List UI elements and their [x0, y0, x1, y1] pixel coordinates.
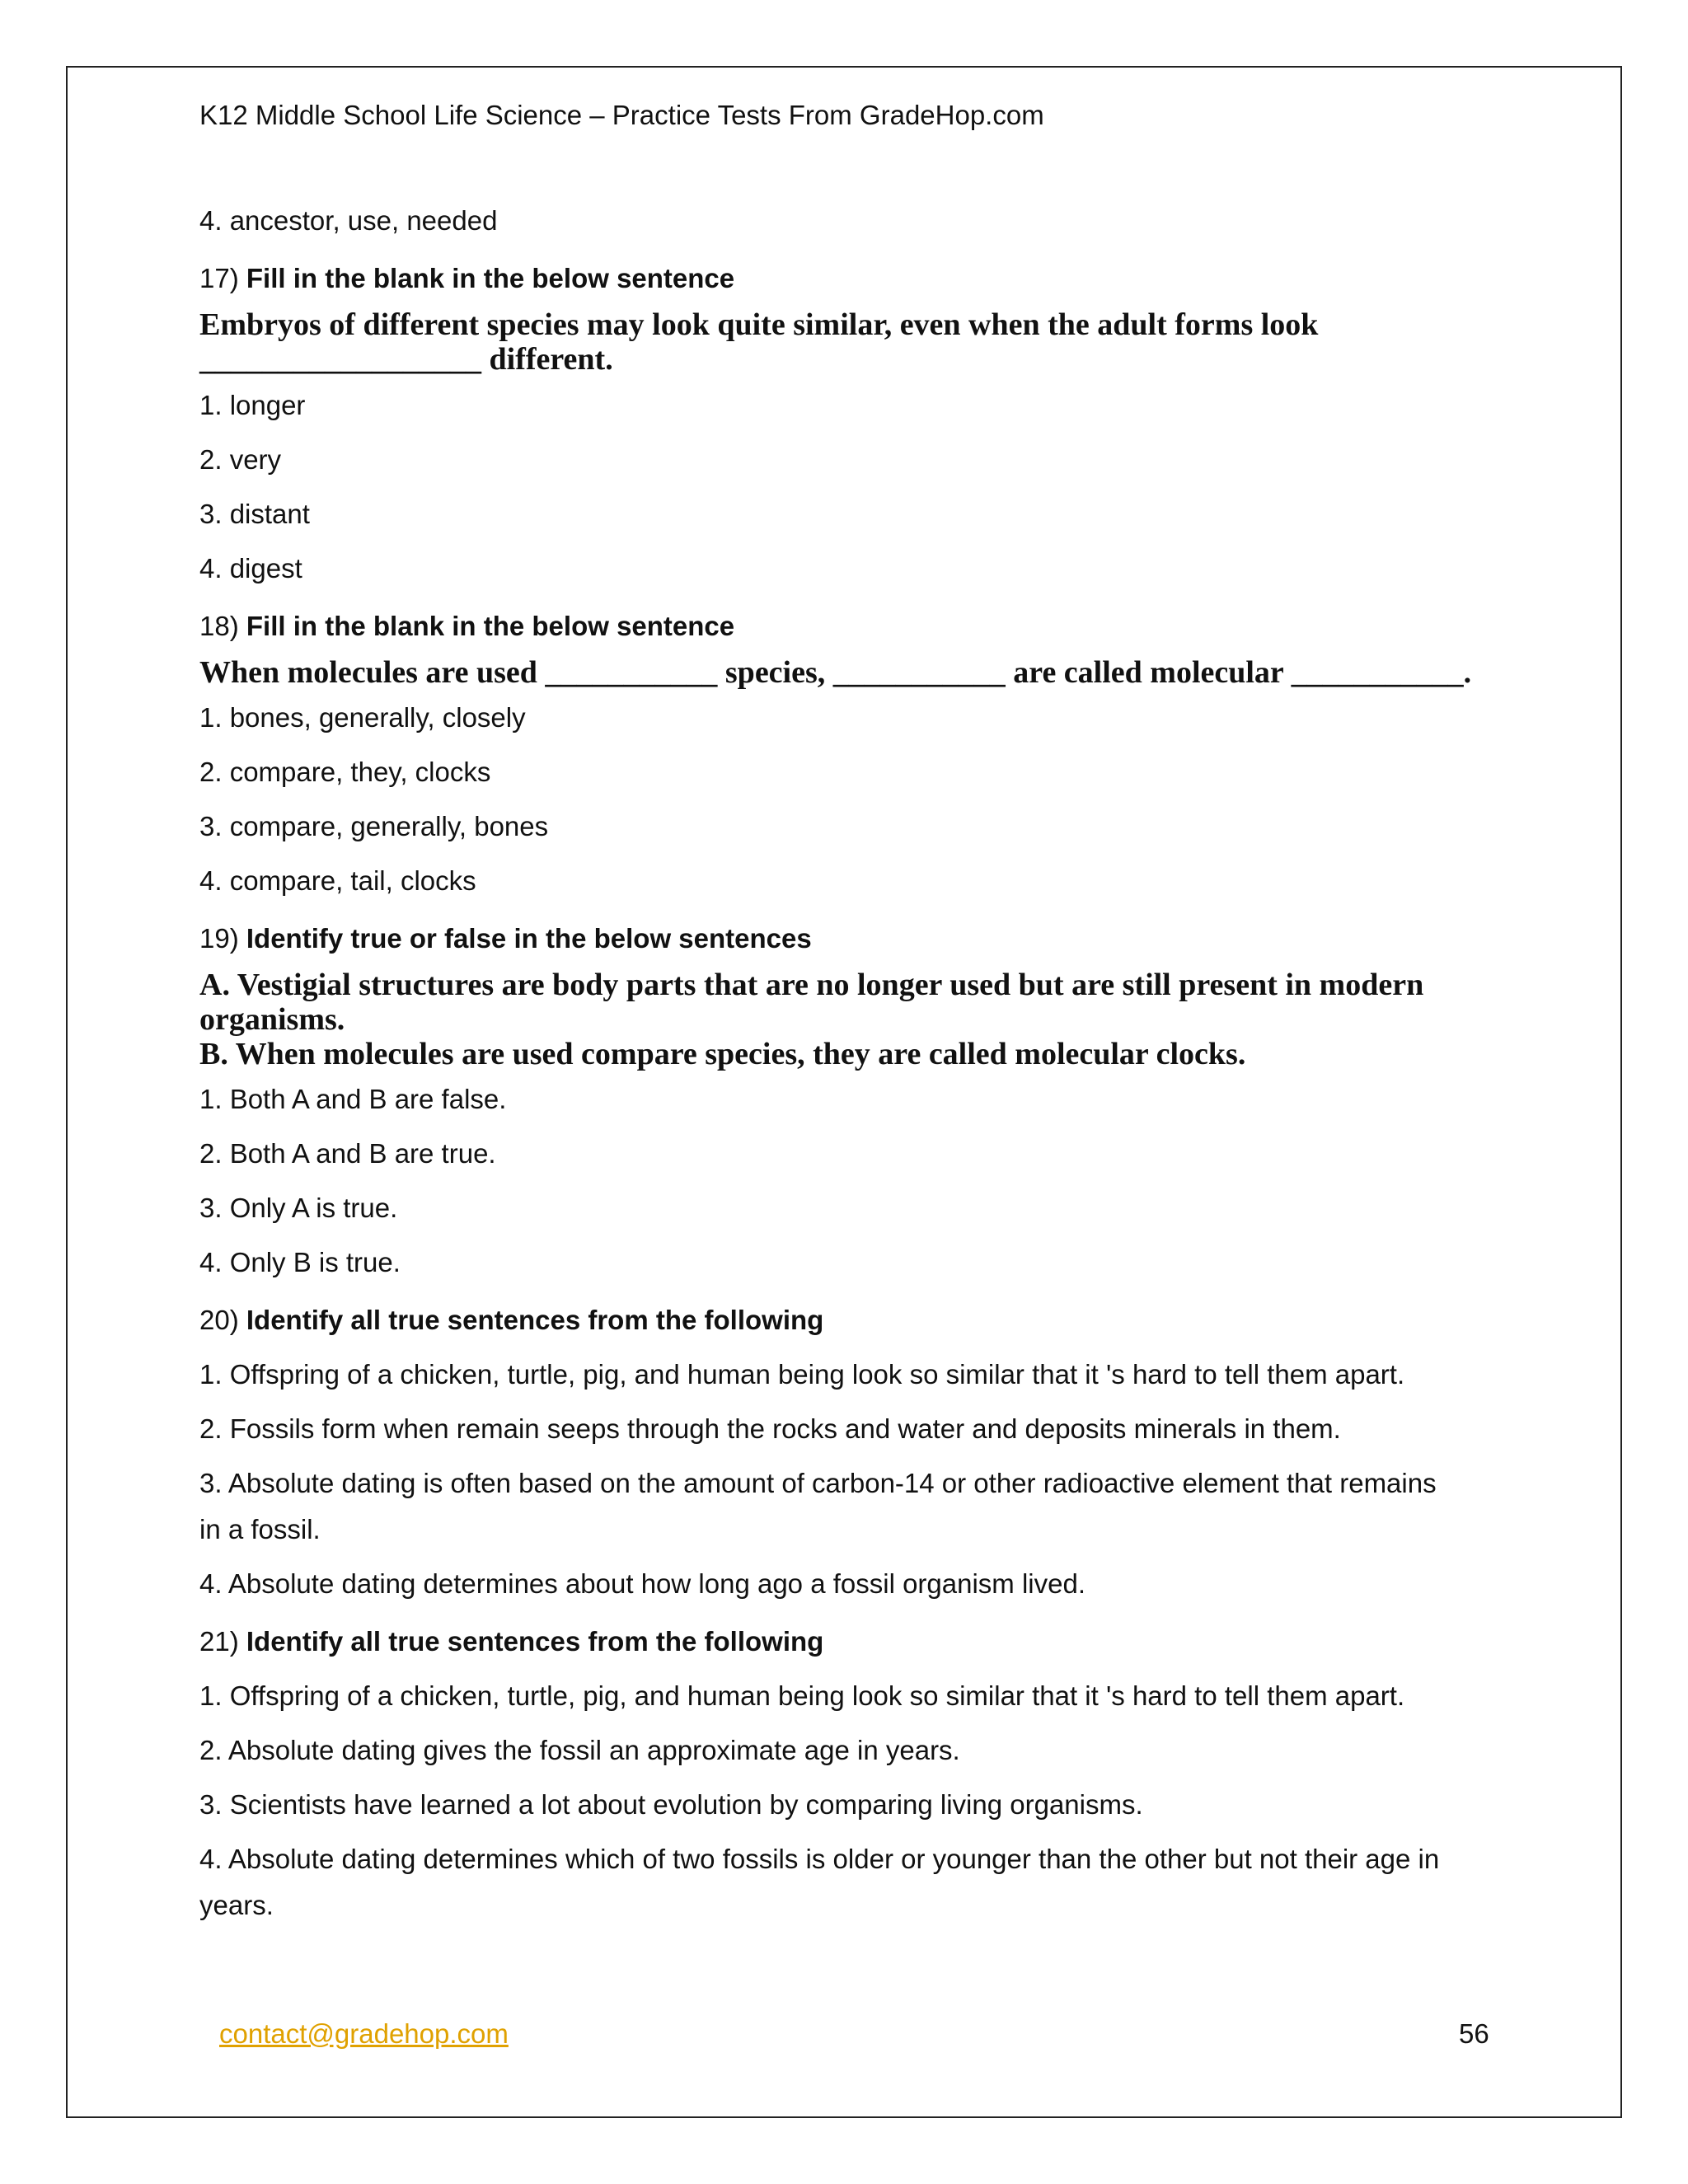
- q19-prompt-line2: organisms.: [199, 1002, 345, 1037]
- q19-heading: [199, 922, 812, 955]
- q21-option-1: 1. Offspring of a chicken, turtle, pig, and human being look so similar that it 's hard to tell them apart.: [199, 1680, 1405, 1711]
- q17-heading: [199, 262, 734, 295]
- q21-option-4-line1: 4. Absolute dating determines which of two fossils is older or younger than the other but not their age in: [199, 1844, 1440, 1874]
- q21-option-2: 2. Absolute dating gives the fossil an approximate age in years.: [199, 1735, 960, 1765]
- q17-number: 17): [199, 263, 239, 293]
- q19-option-1: 1. Both A and B are false.: [199, 1084, 507, 1114]
- q17-option-1: 1. longer: [199, 390, 306, 420]
- q18-heading: [199, 610, 734, 643]
- q20-option-3-line2: in a fossil.: [199, 1514, 321, 1544]
- page-number: 56: [1459, 2018, 1489, 2049]
- q18-option-2: 2. compare, they, clocks: [199, 757, 491, 787]
- q19-option-2: 2. Both A and B are true.: [199, 1138, 496, 1169]
- q21-option-3: 3. Scientists have learned a lot about evolution by comparing living organisms.: [199, 1789, 1143, 1820]
- page-header: K12 Middle School Life Science – Practice Tests From GradeHop.com: [199, 100, 1044, 130]
- q17-option-2: 2. very: [199, 444, 282, 475]
- q19-instruction: Identify true or false in the below sentences: [246, 923, 812, 954]
- q18-prompt-line1: When molecules are used ___________ species, ___________ are called molecular ___________.: [199, 655, 1472, 690]
- q20-option-3-line1: 3. Absolute dating is often based on the amount of carbon-14 or other radioactive element that remains: [199, 1468, 1437, 1498]
- q16-option-4: 4. ancestor, use, needed: [199, 205, 498, 236]
- q20-number: 20): [199, 1305, 239, 1335]
- q17-prompt-line1: Embryos of different species may look quite similar, even when the adult forms look: [199, 307, 1319, 342]
- q20-option-1: 1. Offspring of a chicken, turtle, pig, and human being look so similar that it 's hard to tell them apart.: [199, 1359, 1405, 1390]
- footer-email-link[interactable]: contact@gradehop.com: [219, 2018, 509, 2049]
- q19-prompt-line1: A. Vestigial structures are body parts that are no longer used but are still present in modern: [199, 968, 1424, 1002]
- q19-prompt-line3: B. When molecules are used compare species, they are called molecular clocks.: [199, 1037, 1246, 1071]
- q21-option-4-line2: years.: [199, 1890, 274, 1920]
- q17-option-4: 4. digest: [199, 553, 302, 583]
- q21-number: 21): [199, 1626, 239, 1657]
- q18-option-3: 3. compare, generally, bones: [199, 811, 549, 841]
- q21-heading: [199, 1625, 823, 1658]
- q18-option-1: 1. bones, generally, closely: [199, 702, 526, 733]
- q18-option-4: 4. compare, tail, clocks: [199, 865, 476, 896]
- q19-option-3: 3. Only A is true.: [199, 1193, 398, 1223]
- q18-instruction: Fill in the blank in the below sentence: [246, 611, 735, 641]
- q20-instruction: Identify all true sentences from the following: [246, 1305, 824, 1335]
- q20-option-2: 2. Fossils form when remain seeps through the rocks and water and deposits minerals in them.: [199, 1413, 1341, 1444]
- q19-number: 19): [199, 923, 239, 954]
- q18-number: 18): [199, 611, 239, 641]
- q17-prompt-line2: __________________ different.: [199, 342, 613, 377]
- q21-instruction: Identify all true sentences from the following: [246, 1626, 824, 1657]
- q17-instruction: Fill in the blank in the below sentence: [246, 263, 735, 293]
- q17-option-3: 3. distant: [199, 499, 310, 529]
- q19-option-4: 4. Only B is true.: [199, 1247, 401, 1277]
- q20-heading: [199, 1304, 823, 1337]
- q20-option-4: 4. Absolute dating determines about how long ago a fossil organism lived.: [199, 1568, 1085, 1599]
